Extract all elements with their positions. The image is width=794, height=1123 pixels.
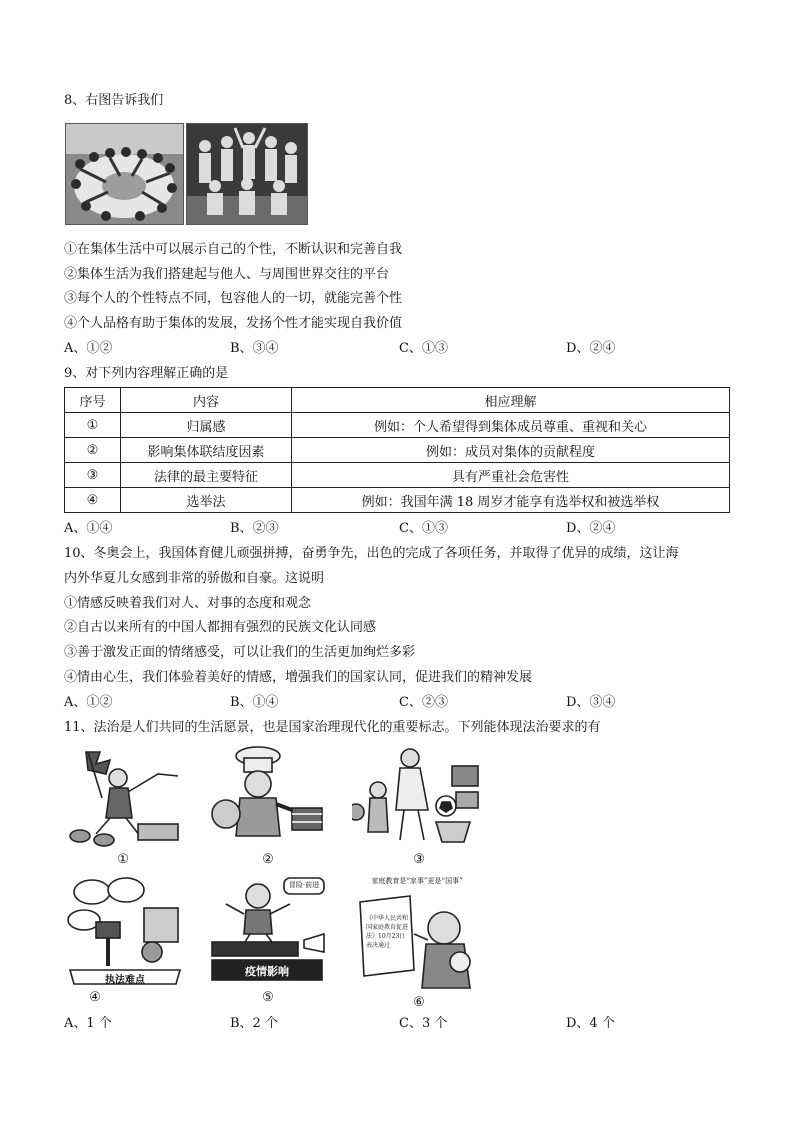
q11-cartoon-6 xyxy=(352,874,482,992)
q8-option-a[interactable]: A、①② xyxy=(64,341,113,356)
q11-caption-1: ① xyxy=(117,852,129,867)
q9-option-c[interactable]: C、①③ xyxy=(399,521,448,536)
q10-option-a[interactable]: A、①② xyxy=(64,695,113,710)
cell-index: ④ xyxy=(65,488,121,513)
q8-photo-group-circle xyxy=(65,123,184,225)
q11-cartoon-5-bubble: 冒险·前进 xyxy=(288,881,320,889)
q10-option-b[interactable]: B、①④ xyxy=(230,695,279,710)
q11-option-b[interactable]: B、2 个 xyxy=(230,1016,278,1031)
q10-statement-3: ③善于激发正面的情绪感受，可以让我们的生活更加绚烂多彩 xyxy=(64,645,416,660)
q8-statement-3: ③每个人的个性特点不同，包容他人的一切，就能完善个性 xyxy=(64,291,403,306)
q11-cartoon-6-document: 《中华人民共和国家庭教育促进法》10月23日表决通过 xyxy=(366,915,409,949)
q8-photo-group-pose xyxy=(186,123,308,225)
q11-option-a[interactable]: A、1 个 xyxy=(64,1016,112,1031)
q9-option-a[interactable]: A、①④ xyxy=(64,521,113,536)
table-row xyxy=(65,488,730,513)
q11-caption-6: ⑥ xyxy=(413,995,425,1010)
q11-cartoon-5 xyxy=(208,874,328,986)
q11-cartoon-3 xyxy=(352,744,482,848)
q11-caption-5: ⑤ xyxy=(262,990,274,1005)
q8-statement-4: ④个人品格有助于集体的发展，发扬个性才能实现自我价值 xyxy=(64,316,403,331)
cell-content: 归属感 xyxy=(121,413,292,438)
cell-understanding: 例如：个人希望得到集体成员尊重、重视和关心 xyxy=(292,413,730,438)
cell-content: 影响集体联结度因素 xyxy=(121,438,292,463)
q8-option-c[interactable]: C、①③ xyxy=(399,341,448,356)
q8-statement-2: ②集体生活为我们搭建起与他人、与周围世界交往的平台 xyxy=(64,267,390,282)
q11-option-c[interactable]: C、3 个 xyxy=(399,1016,448,1031)
q8-stem: 8、右图告诉我们 xyxy=(64,93,164,108)
q11-cartoon-4 xyxy=(66,874,184,986)
q10-statement-4: ④情由心生，我们体验着美好的情感，增强我们的国家认同，促进我们的精神发展 xyxy=(64,670,533,685)
q9-table xyxy=(64,387,730,513)
cell-content: 法律的最主要特征 xyxy=(121,463,292,488)
q11-cartoon-1 xyxy=(66,744,184,848)
header-understanding: 相应理解 xyxy=(292,388,730,413)
q9-option-d[interactable]: D、②④ xyxy=(566,521,616,536)
q11-cartoon-4-banner: 执法难点 xyxy=(105,975,145,986)
q8-options xyxy=(64,340,664,358)
cell-understanding: 具有严重社会危害性 xyxy=(292,463,730,488)
q11-stem: 11、法治是人们共同的生活愿景，也是国家治理现代化的重要标志。下列能体现法治要求的有 xyxy=(64,720,601,735)
q10-statement-2: ②自古以来所有的中国人都拥有强烈的民族文化认同感 xyxy=(64,620,377,635)
cell-content: 选举法 xyxy=(121,488,292,513)
q9-option-b[interactable]: B、②③ xyxy=(230,521,279,536)
q11-cartoon-5-banner: 疫情影响 xyxy=(245,965,289,978)
q11-caption-4: ④ xyxy=(89,990,101,1005)
cell-index: ③ xyxy=(65,463,121,488)
q11-caption-3: ③ xyxy=(413,852,425,867)
q11-options xyxy=(64,1015,664,1033)
q10-option-c[interactable]: C、②③ xyxy=(399,695,448,710)
cell-index: ① xyxy=(65,413,121,438)
table-row xyxy=(65,413,730,438)
q8-option-d[interactable]: D、②④ xyxy=(566,341,616,356)
q11-caption-2: ② xyxy=(262,852,274,867)
q10-options xyxy=(64,694,664,712)
q9-options xyxy=(64,520,664,538)
q11-cartoon-2 xyxy=(208,744,328,848)
header-index: 序号 xyxy=(65,388,121,413)
table-row xyxy=(65,438,730,463)
table-header-row xyxy=(65,388,730,413)
cell-understanding: 例如：我国年满 18 周岁才能享有选举权和被选举权 xyxy=(292,488,730,513)
table-row xyxy=(65,463,730,488)
q10-stem-line-1: 10、冬奥会上，我国体育健儿顽强拼搏，奋勇争先，出色的完成了各项任务，并取得了优异的成绩，这让海 xyxy=(64,546,679,561)
q8-option-b[interactable]: B、③④ xyxy=(230,341,279,356)
q9-stem: 9、对下列内容理解正确的是 xyxy=(64,366,229,381)
q8-statement-1: ①在集体生活中可以展示自己的个性，不断认识和完善自我 xyxy=(64,242,403,257)
q10-statement-1: ①情感反映着我们对人、对事的态度和观念 xyxy=(64,596,312,611)
cell-understanding: 例如：成员对集体的贡献程度 xyxy=(292,438,730,463)
header-content: 内容 xyxy=(121,388,292,413)
q11-cartoon-6-header: 家庭教育是“家事”更是“国事” xyxy=(371,877,463,885)
q10-option-d[interactable]: D、③④ xyxy=(566,695,616,710)
cell-index: ② xyxy=(65,438,121,463)
q10-stem-line-2: 内外华夏儿女感到非常的骄傲和自豪。这说明 xyxy=(64,571,325,586)
q11-option-d[interactable]: D、4 个 xyxy=(566,1016,615,1031)
